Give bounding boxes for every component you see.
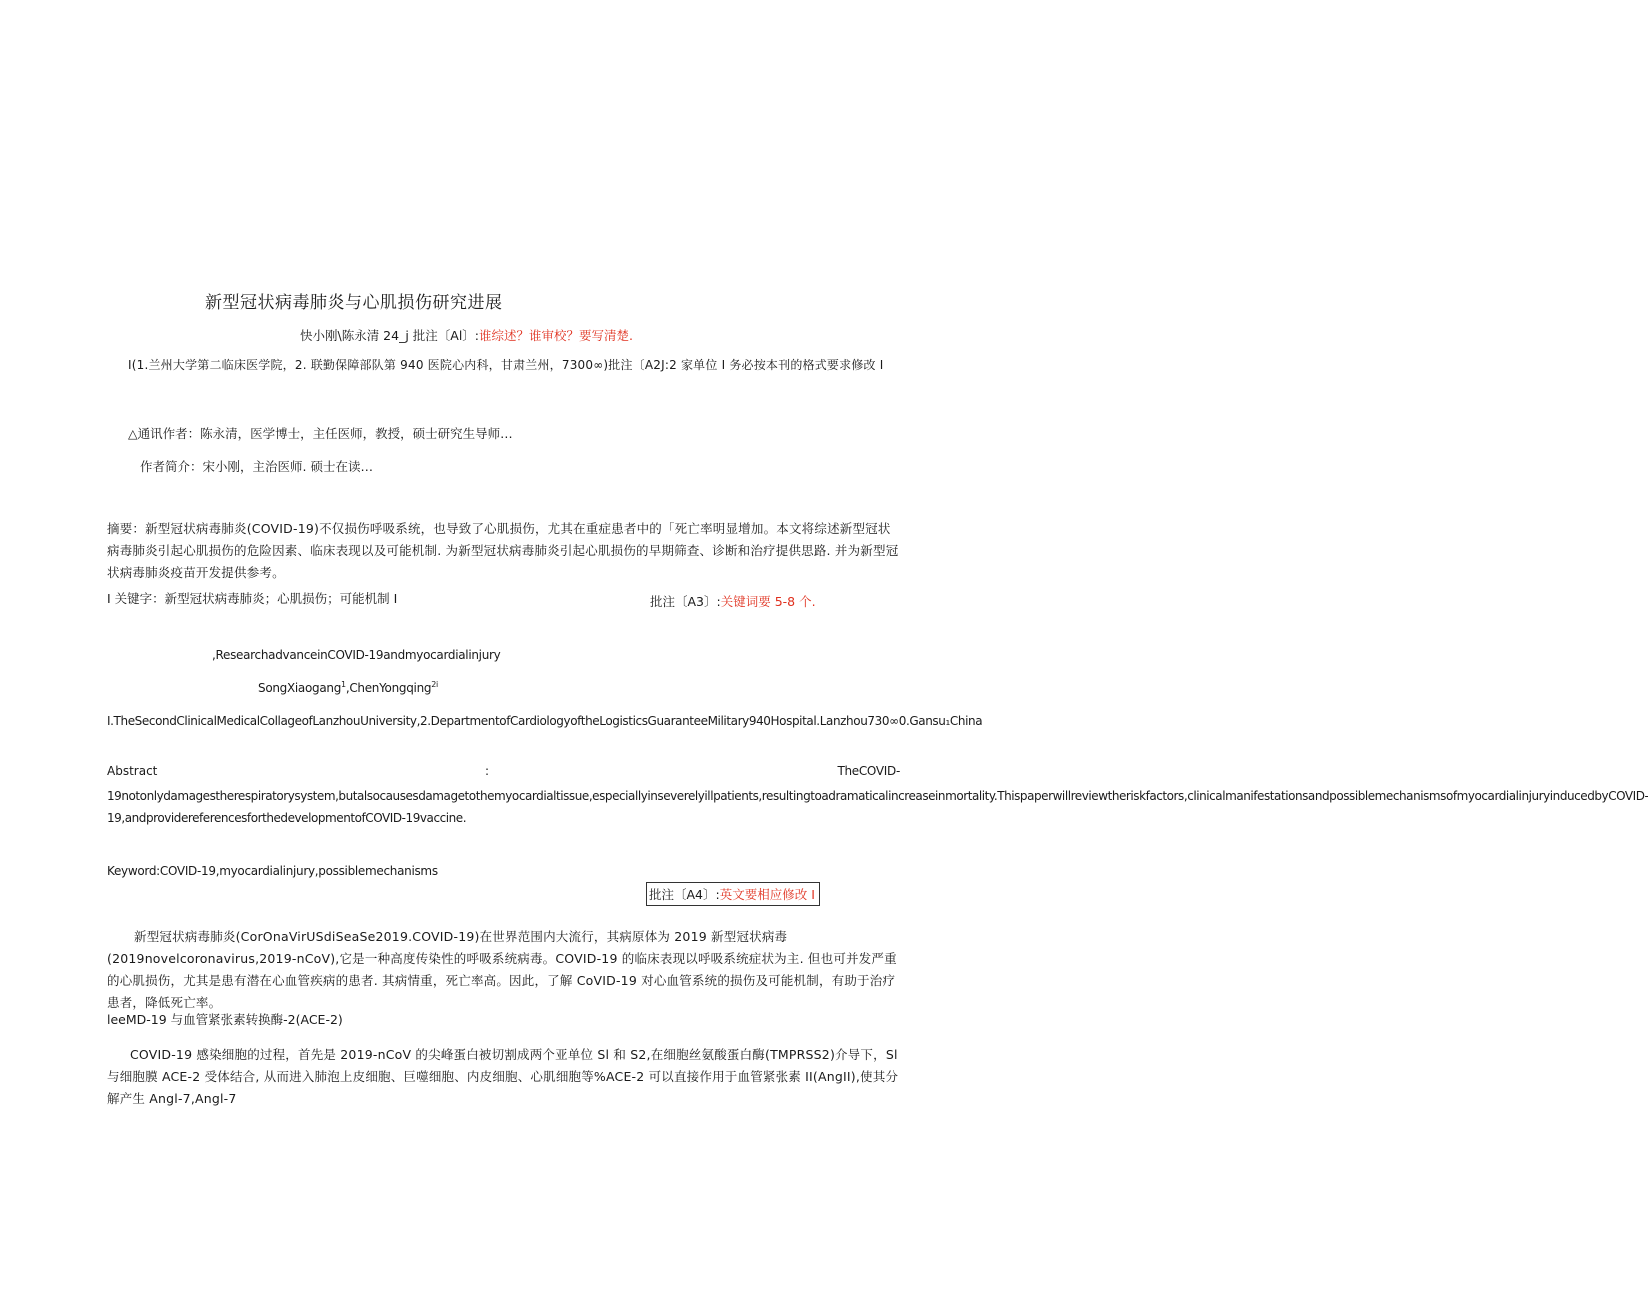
body-paragraph-1: 新型冠状病毒肺炎(CorOnaVirUSdiSeaSe2019.COVID-19)在世界范围内大流行，其病原体为 2019 新型冠状病毒(2019novelcoronavirus,2019-nCoV),它是一种高度传染性的呼吸系统病毒。COVID-19 的临床表现以呼吸系统症状为主. 但也可并发严重的心肌损伤，尤其是患有潜在心血管疾病的患者. 其病情重，死亡率高。因此，了解 CoVID-19 对心血管系统的损伤及可能机制，有助于治疗患者，降低死亡率。 [107,929,897,1010]
keywords-chinese: I 关键字：新型冠状病毒肺炎；心肌损伤；可能机制 I [107,591,398,606]
review-comment-a1: 谁综述？谁审校？要写清楚. [479,328,634,343]
comment-text: 关键词要 5-8 个. [720,594,816,609]
abstract-label: Abstract [107,764,158,778]
comment-text: 英文要相应修改 I [719,887,815,902]
english-affiliation: I.TheSecondClinicalMedicalCollageofLanzhouUniversity,2.DepartmentofCardiologyoftheLogisticsGuaranteeMilitary940Hospital.Lanzhou730∞0.Gansu₁China [107,714,983,728]
comment-prefix: 批注〔A3〕: [650,594,721,609]
english-title: ,ResearchadvanceinCOVID-19andmyocardialinjury [212,648,501,662]
author-line [300,326,633,344]
english-authors [258,680,438,695]
review-comment-a3 [650,592,816,610]
body-paragraph-2: COVID-19 感染细胞的过程，首先是 2019-nCoV 的尖峰蛋白被切割成两个亚单位 Sl 和 S2,在细胞丝氨酸蛋白酶(TMPRSS2)介导下，Sl 与细胞膜 ACE-2 受体结合, 从而进入肺泡上皮细胞、巨噬细胞、内皮细胞、心肌细胞等%ACE-2 可以直接作用于血管紧张素 II(AngII),使其分解产生 Angl-7,Angl-7 [107,1047,899,1106]
affiliation-line: I(1.兰州大学第二临床医学院，2. 联勤保障部队第 940 医院心内科，甘肃兰州，7300∞)批注〔A2J:2 家单位 I 务必按本刊的格式要求修改 I [128,358,884,372]
abstract-first-word: TheCOVID- [837,764,900,778]
abstract-colon: : [485,764,490,778]
review-comment-a4[interactable] [646,882,820,906]
author-names: 快小刚\陈永清 24_j 批注〔Al〕: [300,328,480,343]
author-2: ,ChenYongqing [345,681,432,695]
author-bio: 作者简介：宋小刚，主治医师. 硕士在读… [140,459,373,474]
comment-prefix: 批注〔A4〕: [649,887,720,902]
paper-title: 新型冠状病毒肺炎与心肌损伤研究进展 [205,293,503,313]
english-abstract-body: 19notonlydamagestherespiratorysystem,butalsocausesdamagetothemyocardialtissue,especiallyinseverelyillpatients,resultingtoadramaticalincreaseinmortality.Thispaperwillreviewtheriskfactors,clinicalmanifestationsandpossiblemechanismsofmyocardialinjuryinducedbyCOVID-19,andprovidereferencesforthedevelopmentofCOVID-19vaccine. [107,789,1648,825]
english-keywords: Keyword:COVID-19,myocardialinjury,possiblemechanisms [107,864,438,878]
abstract-chinese: 摘要：新型冠状病毒肺炎(COVID-19)不仅损伤呼吸系统，也导致了心肌损伤，尤其在重症患者中的「死亡率明显增加。本文将综述新型冠状病毒肺炎引起心肌损伤的危险因素、临床表现以及可能机制. 为新型冠状病毒肺炎引起心肌损伤的早期筛查、诊断和治疗提供思路. 并为新型冠状病毒肺炎疫苗开发提供参考。 [107,521,899,580]
corresponding-author: △通讯作者：陈永清，医学博士，主任医师，教授，硕士研究生导师… [128,426,513,441]
author-1-sup: 1 [341,680,346,689]
author-2-sup: 2i [431,680,438,689]
section-heading: leeMD-19 与血管紧张素转换酶-2(ACE-2) [107,1012,343,1027]
author-1: SongXiaogang [258,681,342,695]
